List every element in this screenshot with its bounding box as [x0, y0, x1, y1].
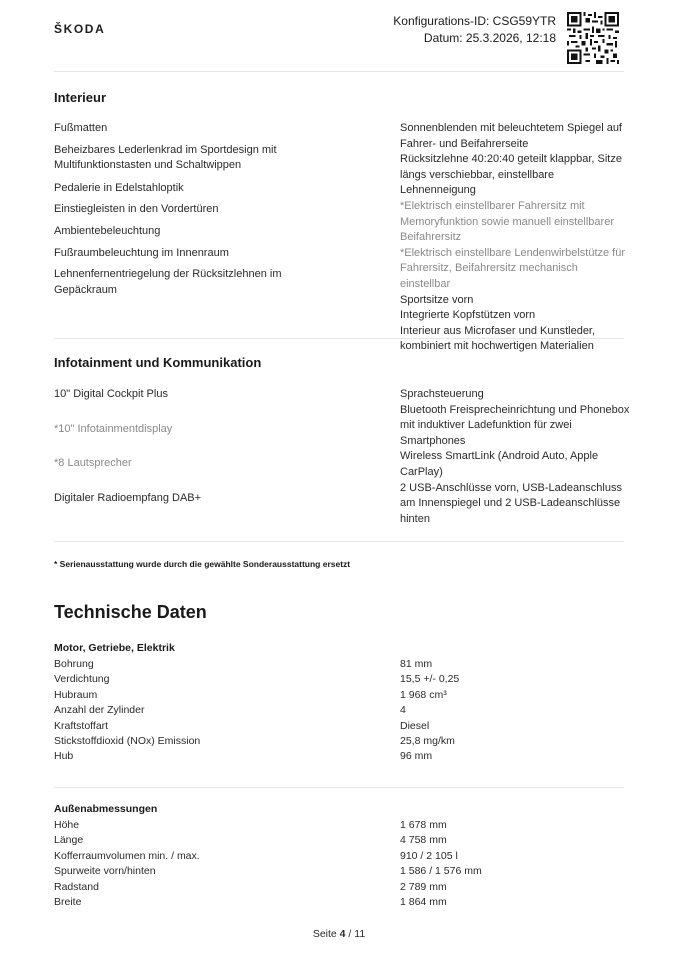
row-label: Hub: [54, 750, 74, 763]
row-label: Anzahl der Zylinder: [54, 704, 145, 717]
list-item: 2 USB-Anschlüsse vorn, USB-Ladeanschluss am Innenspiegel und 2 USB-Ladeanschlüsse hinten: [400, 481, 622, 525]
list-item: *10" Infotainmentdisplay: [54, 422, 173, 435]
list-item: Ambientebeleuchtung: [54, 224, 161, 237]
row-label: Bohrung: [54, 658, 94, 670]
row-value: 96 mm: [400, 750, 433, 763]
footnote: * Serienausstattung wurde durch die gewählte Sonderausstattung ersetzt: [54, 559, 351, 569]
table-row: [54, 688, 574, 703]
list-item: Einstiegleisten in den Vordertüren: [54, 203, 219, 216]
row-label: Stickstoffdioxid (NOx) Emission: [54, 735, 201, 748]
page-total: / 11: [345, 928, 366, 940]
table-row: [54, 719, 574, 734]
row-label: Höhe: [54, 819, 80, 831]
list-item: Sprachsteuerung: [400, 388, 484, 400]
row-value: 2 789 mm: [400, 880, 447, 893]
list-item: Rücksitzlehne 40:20:40 geteilt klappbar, Sitze längs verschiebbar, einstellbare Lehnenneigung: [400, 153, 622, 197]
list-item: Integrierte Kopfstützen vorn: [400, 309, 536, 322]
row-value: 25,8 mg/km: [400, 735, 455, 748]
table-row: [54, 657, 574, 672]
table-row: [54, 703, 574, 718]
qr-code-icon: [567, 12, 619, 64]
section-divider: [54, 787, 624, 788]
date: Datum: 25.3.2026, 12:18: [423, 31, 556, 45]
config-id: Konfigurations-ID: CSG59YTR: [393, 14, 556, 28]
row-label: Radstand: [54, 880, 99, 893]
list-item: *Elektrisch einstellbarer Fahrersitz mit Memoryfunktion sowie manuell einstellbarer Beifahrersitz: [400, 199, 614, 244]
row-value: 15,5 +/- 0,25: [400, 673, 460, 686]
row-value: 1 864 mm: [400, 896, 447, 909]
list-item: 10" Digital Cockpit Plus: [54, 388, 168, 400]
infotainment-right-list: [400, 387, 630, 527]
list-item: Bluetooth Freisprecheinrichtung und Phonebox mit induktiver Ladefunktion für zwei Smartphones: [400, 403, 630, 447]
section-title-infotainment: Infotainment und Kommunikation: [54, 355, 262, 370]
table-row: [54, 734, 574, 749]
row-value: 1 968 cm³: [400, 688, 447, 701]
table-row: [54, 672, 574, 687]
table-row: [54, 749, 574, 764]
row-value: 910 / 2 105 l: [400, 849, 458, 862]
row-label: Kofferraumvolumen min. / max.: [54, 849, 200, 862]
header-meta: [393, 13, 556, 47]
page-prefix: Seite: [312, 928, 340, 940]
list-item: Digitaler Radioempfang DAB+: [54, 491, 202, 504]
row-label: Spurweite vorn/hinten: [54, 865, 156, 878]
section-divider: [54, 338, 624, 339]
list-item: Fußraumbeleuchtung im Innenraum: [54, 246, 229, 259]
table-row: [54, 818, 574, 833]
list-item: Wireless SmartLink (Android Auto, Apple CarPlay): [400, 450, 599, 478]
section-title-technische-daten: Technische Daten: [54, 602, 207, 622]
interieur-right-list: [400, 121, 630, 355]
row-value: 4 758 mm: [400, 834, 447, 847]
infotainment-left-list: [54, 387, 304, 506]
row-value: Diesel: [400, 719, 430, 732]
row-label: Breite: [54, 896, 82, 909]
list-item: Beheizbares Lederlenkrad im Sportdesign mit Multifunktionstasten und Schaltwippen: [54, 143, 277, 172]
row-label: Kraftstoffart: [54, 719, 109, 732]
interieur-left-list: [54, 121, 304, 298]
section-divider: [54, 541, 624, 542]
list-item: Pedalerie in Edelstahloptik: [54, 181, 184, 194]
table-title-aussenabmessungen: Außenabmessungen: [54, 803, 158, 815]
list-item: Fußmatten: [54, 122, 108, 134]
table-title-motor: Motor, Getriebe, Elektrik: [54, 642, 175, 654]
table-row: [54, 849, 574, 864]
page-number: [0, 928, 678, 940]
list-item: Interieur aus Microfaser und Kunstleder, kombiniert mit hochwertigen Materialien: [400, 324, 596, 353]
page-current: 4: [339, 928, 346, 940]
row-value: 1 678 mm: [400, 819, 447, 831]
row-label: Länge: [54, 834, 84, 847]
table-row: [54, 833, 574, 848]
row-label: Verdichtung: [54, 673, 110, 686]
list-item: *8 Lautsprecher: [54, 457, 132, 470]
row-value: 4: [400, 704, 406, 717]
row-value: 1 586 / 1 576 mm: [400, 865, 482, 878]
list-item: Sportsitze vorn: [400, 293, 474, 306]
table-row: [54, 895, 574, 910]
list-item: *Elektrisch einstellbare Lendenwirbelstütze für Fahrersitz, Beifahrersitz mechanisch einstellbar: [400, 246, 626, 290]
list-item: Sonnenblenden mit beleuchtetem Spiegel auf Fahrer- und Beifahrerseite: [400, 122, 622, 150]
table-row: [54, 880, 574, 895]
table-row: [54, 864, 574, 879]
list-item: Lehnenfernentriegelung der Rücksitzlehnen im Gepäckraum: [54, 268, 282, 296]
row-value: 81 mm: [400, 658, 433, 670]
table-aussenabmessungen: [54, 818, 574, 910]
header-divider: [54, 71, 624, 72]
skoda-logo: ŠKODA: [54, 22, 106, 36]
table-motor: [54, 657, 574, 765]
section-title-interieur: Interieur: [54, 90, 107, 105]
row-label: Hubraum: [54, 688, 98, 701]
